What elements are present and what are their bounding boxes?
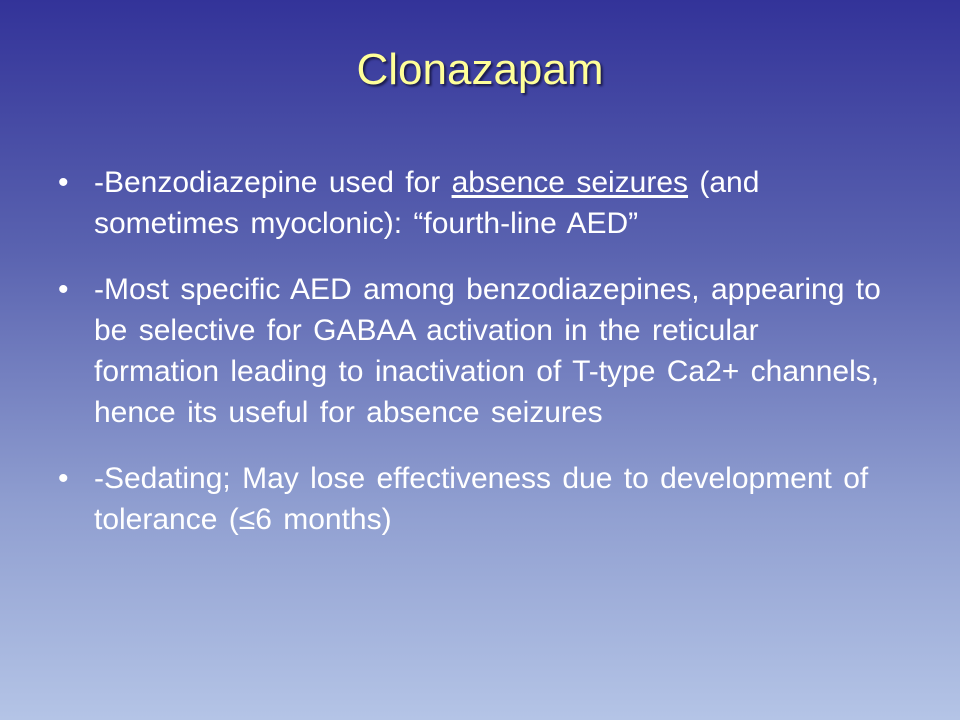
bullet-dot-icon: • (58, 166, 69, 199)
bullet-item-3 (56, 458, 886, 540)
slide-title: Clonazapam (356, 45, 604, 94)
bullet-dot-icon: • (58, 273, 69, 306)
bullet-3-text: -Sedating; May lose effectiveness due to development of tolerance (≤6 months) (94, 462, 869, 536)
bullet-dot-icon: • (58, 462, 69, 495)
bullet-1-text-start: -Benzodiazepine used for (94, 166, 452, 199)
bullet-item-2 (56, 269, 886, 433)
bullet-1-text-end: (and sometimes myoclonic): “fourth-line AED” (94, 166, 760, 240)
bullet-1-underlined-text: absence seizures (451, 166, 689, 199)
bullet-list (56, 162, 886, 565)
bullet-item-1 (56, 162, 886, 244)
bullet-2-text: -Most specific AED among benzodiazepines, appearing to be selective for GABAA activation in the reticular formation leading to inactivation of T-type Ca2+ channels, hence its useful for absence seizures (94, 273, 881, 429)
